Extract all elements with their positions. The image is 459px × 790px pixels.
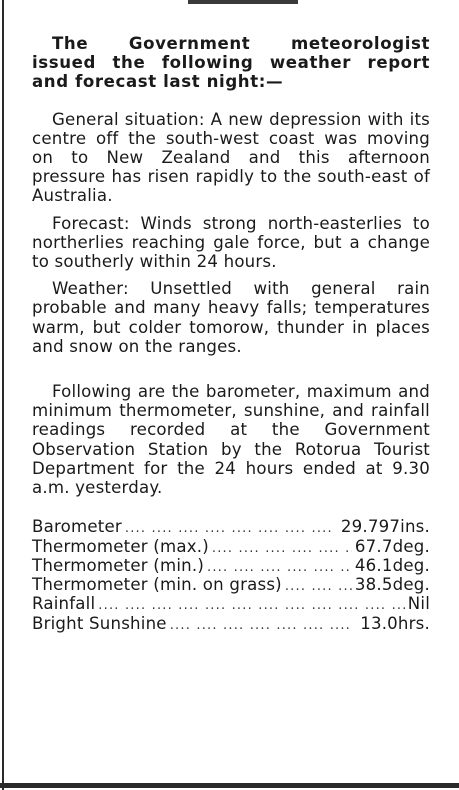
reading-label: Barometer (32, 517, 122, 537)
intro-paragraph: The Government meteorologist issued the following weather report and forecast last night:— (32, 34, 430, 92)
reading-value: 29.797ins. (340, 517, 430, 537)
readings-table (32, 517, 430, 633)
reading-value: 13.0hrs. (360, 613, 430, 633)
general-situation-paragraph: General situation: A new depression with its centre off the south-west coast was moving on to New Zealand and this afternoon pressure has risen rapidly to the south-east of Australia. (32, 109, 430, 206)
leader-dots (285, 577, 352, 596)
reading-row (32, 594, 430, 613)
reading-row (32, 517, 430, 536)
forecast-paragraph: Forecast: Winds strong north-easterlies to northerlies reaching gale force, but a change to southerly within 24 hours. (32, 213, 430, 272)
weather-paragraph: Weather: Unsettled with general rain probable and many heavy falls; temperatures warm, but colder tomorow, thunder in places and snow on the ranges. (32, 279, 430, 356)
reading-label: Thermometer (min. on grass) (32, 575, 282, 595)
reading-value: 38.5deg. (354, 575, 430, 595)
reading-row (32, 556, 430, 575)
reading-row (32, 537, 430, 556)
readings-intro-paragraph: Following are the barometer, maximum and minimum thermometer, sunshine, and rainfall readings recorded at the Government Observation Station by the Rotorua Tourist Department for the 24 hours ended at 9.30 a.m. yesterday. (32, 382, 430, 498)
reading-value: Nil (407, 594, 430, 614)
leader-dots (212, 539, 352, 558)
reading-row (32, 575, 430, 594)
reading-label: Thermometer (min.) (32, 555, 205, 575)
column-rule-top (188, 0, 298, 4)
reading-label: Rainfall (32, 594, 96, 614)
reading-value: 67.7deg. (354, 536, 430, 556)
reading-value: 46.1deg. (354, 555, 430, 575)
weather-report-article (32, 34, 430, 633)
column-rule-bottom (0, 783, 459, 788)
leader-dots (170, 616, 357, 635)
reading-row (32, 614, 430, 633)
reading-label: Thermometer (max.) (32, 536, 209, 556)
reading-label: Bright Sunshine (32, 613, 167, 633)
column-rule-left (2, 0, 4, 790)
